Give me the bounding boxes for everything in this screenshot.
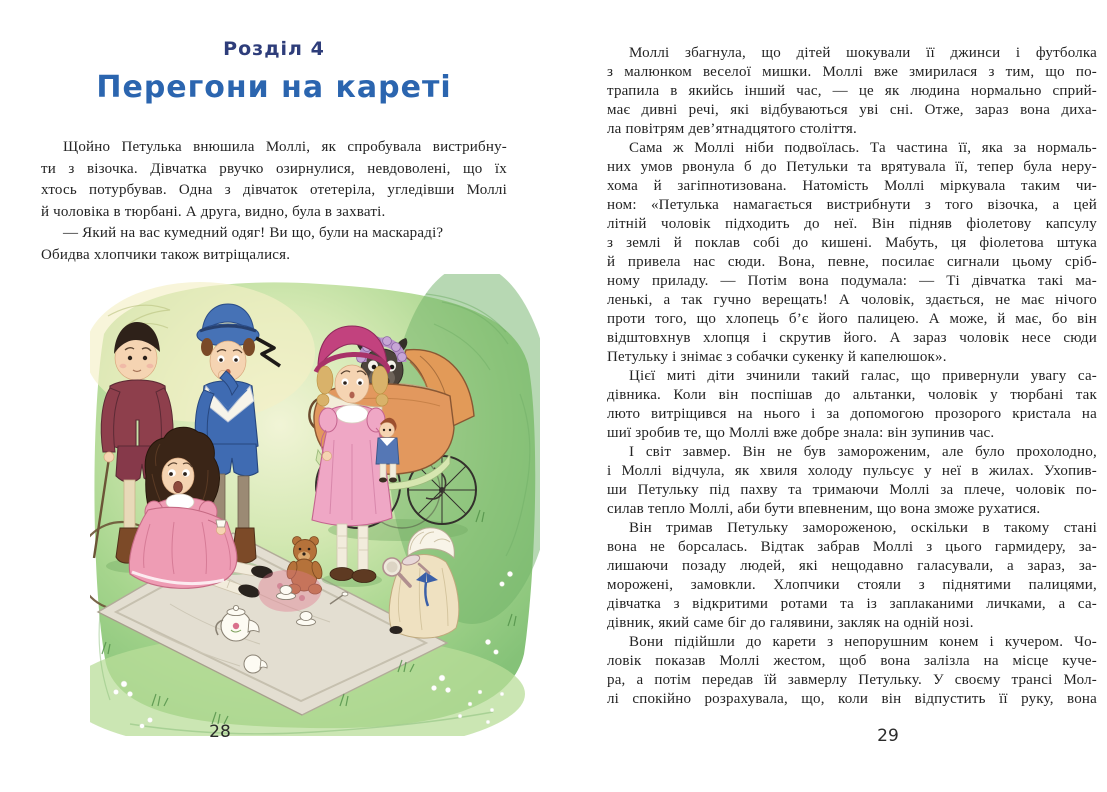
text-line: дівник, який саме біг до галявини, закляк на одній нозі. xyxy=(607,615,974,631)
paragraph xyxy=(607,367,1097,443)
text-line: шиї зробив те, що Моллі вже добре знала: він зупинив час. xyxy=(607,425,995,441)
text-line: має дивні речі, які відбуваються уві сні. Отже, зараз вона диха- xyxy=(607,102,1097,118)
text-line: трапила в якийсь інший час, — це як людина нормально сприй- xyxy=(607,83,1097,99)
text-line: і Моллі відчула, як хвиля холоду пульсує у неї в жилах. Ухопив- xyxy=(607,463,1097,479)
text-line: ра, а потім передав їй завмерлу Петульку. У своєму трансі Мол- xyxy=(607,672,1097,688)
text-line: Сама ж Моллі ніби подвоїлась. Та частина її, яка за нормаль- xyxy=(629,140,1097,156)
text-line: Петульку і знімає з собачки сукенку й капелюшок». xyxy=(607,349,947,365)
left-page-text xyxy=(41,137,507,266)
text-line: ла повітрям дев’ятнадцятого століття. xyxy=(607,121,857,137)
text-line: дівчатка з відкритими ротами та із заплаканими личками, а са- xyxy=(607,596,1097,612)
text-line: вона не борсалась. Відтак забрав Моллі з цього гармидеру, за- xyxy=(607,539,1097,555)
text-line: й чоловіка в тюрбані. А друга, видно, була в захваті. xyxy=(41,203,386,220)
text-line: лишаючи позаду людей, які нещодавно галасували, а зараз, за- xyxy=(607,558,1097,574)
text-line: силав тепло Моллі, аби бути впевненим, що вона зможе рухатися. xyxy=(607,501,1041,517)
picnic-illustration xyxy=(90,274,540,736)
text-line: Вони підійшли до карети з непорушним конем і кучером. Чо- xyxy=(629,634,1097,650)
text-line: літній чоловік підходить до неї. Він підняв фіолетову капсулу xyxy=(607,216,1097,232)
paragraph xyxy=(41,223,507,245)
text-line: проти того, що хлопець б’є його палицею. А може, й має, бо він xyxy=(607,311,1097,327)
text-line: Обидва хлопчики також витріщалися. xyxy=(41,246,291,263)
text-line: з землі й поклав собі до кишені. Мабуть, ця фіолетова штука xyxy=(607,235,1097,251)
text-line: них умов рвонула б до Петульки та врятувала її, тепер була неру- xyxy=(607,159,1097,175)
paragraph xyxy=(607,633,1097,709)
text-line: Він тримав Петульку замороженою, оскільки в такому стані xyxy=(629,520,1097,536)
text-line: ловік показав Моллі жестом, щоб вона залізла на місце куче- xyxy=(607,653,1097,669)
paragraph xyxy=(41,137,507,223)
text-line: відштовхнув хлопця і скрутив його. А зараз чоловік несе сюди xyxy=(607,330,1097,346)
paragraph xyxy=(607,139,1097,367)
text-line: ши Петульку під пахву та тримаючи Моллі за плече, чоловік по- xyxy=(607,482,1097,498)
paragraph xyxy=(607,519,1097,633)
text-line: ном: «Петулька намагається вистрибнути з того візочка, а цей xyxy=(607,197,1097,213)
text-line: люто витріщився на нього і за допомогою прозорого кристала на xyxy=(607,406,1097,422)
text-line: хома й загіпнотизована. Натомість Моллі міркувала таким чи- xyxy=(607,178,1097,194)
text-line: дівника. Коли він поспішав до альтанки, чоловік у тюрбані так xyxy=(607,387,1097,403)
text-line: ленькі, а так гучно верещать! А чоловік, здається, не має нічого xyxy=(607,292,1097,308)
text-line: Щойно Петулька внюшила Моллі, як спробувала вистрибну- xyxy=(63,139,507,155)
text-line: ному приладу. — Потім вона подумала: — Ті дівчатка такі ма- xyxy=(607,273,1097,289)
text-line: лі спокійно розрахувала, що, коли він відпустить її руку, вона xyxy=(607,691,1097,707)
page-number-right: 29 xyxy=(877,726,899,746)
paragraph xyxy=(607,44,1097,139)
right-page-text xyxy=(607,44,1097,709)
text-line: й привела нас сюди. Вона, певне, посилає сигнали цьому сріб- xyxy=(607,254,1097,270)
paragraph xyxy=(41,245,507,267)
text-line: Моллі збагнула, що дітей шокували її джинси і футболка xyxy=(629,45,1097,61)
text-line: ти з візочка. Дівчатка рвучко озирнулися, невдоволені, що їх xyxy=(41,160,507,177)
text-line: морожені, замовкли. Хлопчики стояли з піднятими палицями, xyxy=(607,577,1097,593)
right-page xyxy=(553,0,1107,792)
chapter-label: Розділ 4 xyxy=(223,38,325,60)
chapter-title: Перегони на кареті xyxy=(96,70,452,105)
text-line: І світ завмер. Він не був замороженим, але було прохолодно, xyxy=(629,444,1097,460)
text-line: хтось потурбував. Одна з дівчаток отетеріла, угледівши Моллі xyxy=(41,182,507,198)
text-line: Цієї миті діти зчинили такий галас, що привернули увагу са- xyxy=(629,368,1097,384)
text-line: з малюнком веселої мишки. Моллі вже змирилася з тим, що по- xyxy=(607,64,1097,80)
page-number-left: 28 xyxy=(209,722,231,742)
left-page xyxy=(0,0,553,792)
paragraph xyxy=(607,443,1097,519)
text-line: — Який на вас кумедний одяг! Ви що, були на маскараді? xyxy=(63,225,444,241)
